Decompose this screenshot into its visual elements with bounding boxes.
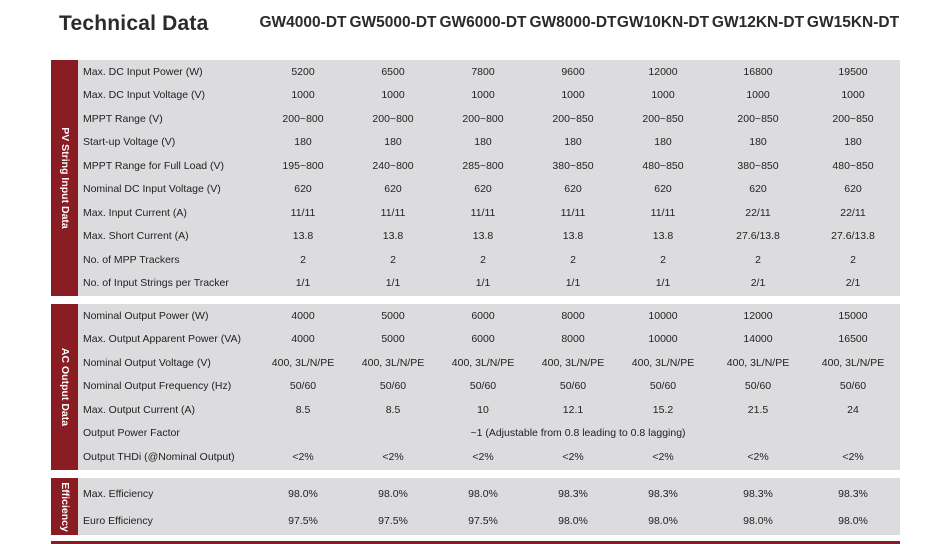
parameter-label: Max. Output Apparent Power (VA) — [83, 333, 241, 346]
table-cell: 620 — [384, 183, 402, 196]
table-row — [78, 201, 900, 225]
table-cell: 2 — [755, 253, 761, 266]
table-cell: 13.8 — [652, 230, 674, 243]
table-row — [78, 131, 900, 155]
section-label: PV String Input Data — [51, 60, 78, 296]
table-row — [78, 154, 900, 178]
table-cell: 2 — [480, 253, 486, 266]
table-cell: 180 — [564, 136, 582, 149]
table-cell: 22/11 — [840, 206, 866, 219]
parameter-label: No. of MPP Trackers — [83, 253, 180, 266]
table-cell: 5000 — [381, 309, 405, 322]
table-cell: <2% — [652, 450, 674, 463]
table-cell: 19500 — [838, 65, 868, 78]
table-cell: 12.1 — [562, 403, 584, 416]
table-cell: 98.0% — [468, 487, 498, 500]
table-row — [78, 225, 900, 249]
table-cell: 1000 — [561, 89, 585, 102]
table-cell: 2 — [300, 253, 306, 266]
section-efficiency — [51, 478, 900, 535]
table-cell: 8000 — [561, 333, 585, 346]
table-cell: <2% — [562, 450, 584, 463]
model-header: GW10KN-DT — [616, 14, 710, 31]
table-cell: 400, 3L/N/PE — [271, 356, 335, 369]
table-cell: 1000 — [651, 89, 675, 102]
parameter-label: Nominal DC Input Voltage (V) — [83, 183, 221, 196]
table-cell: 50/60 — [744, 380, 772, 393]
table-cell: 5000 — [381, 333, 405, 346]
table-cell: 2 — [570, 253, 576, 266]
table-cell: 98.3% — [558, 487, 588, 500]
table-cell: 14000 — [743, 333, 773, 346]
table-cell: 200~850 — [832, 112, 874, 125]
table-cell: 10000 — [648, 333, 678, 346]
page-title: Technical Data — [59, 12, 209, 35]
table-cell: 13.8 — [562, 230, 584, 243]
table-cell: 620 — [654, 183, 672, 196]
table-cell: 98.0% — [558, 514, 588, 527]
table-cell: 11/11 — [380, 206, 406, 219]
table-cell: 400, 3L/N/PE — [631, 356, 695, 369]
table-cell: 1000 — [746, 89, 770, 102]
table-cell: 285~800 — [462, 159, 504, 172]
table-row — [78, 422, 900, 446]
parameter-label: Max. Input Current (A) — [83, 206, 187, 219]
table-cell: 240~800 — [372, 159, 414, 172]
parameter-label: Nominal Output Frequency (Hz) — [83, 380, 232, 393]
table-cell: 16500 — [838, 333, 868, 346]
table-row — [78, 375, 900, 399]
table-cell: 4000 — [291, 333, 315, 346]
parameter-label: Euro Efficiency — [83, 514, 153, 527]
table-cell: 2 — [850, 253, 856, 266]
table-cell: 24 — [847, 403, 859, 416]
table-cell: 15.2 — [652, 403, 674, 416]
table-cell: 1000 — [471, 89, 495, 102]
table-cell: 21.5 — [747, 403, 769, 416]
parameter-label: Nominal Output Voltage (V) — [83, 356, 211, 369]
table-cell: 11/11 — [560, 206, 586, 219]
table-cell: 5200 — [291, 65, 315, 78]
table-cell: 12000 — [743, 309, 773, 322]
table-cell: 400, 3L/N/PE — [451, 356, 515, 369]
table-cell: 98.3% — [648, 487, 678, 500]
table-cell: 2/1 — [845, 277, 861, 290]
table-cell: 8000 — [561, 309, 585, 322]
table-cell: 1/1 — [655, 277, 671, 290]
table-cell: 1/1 — [385, 277, 401, 290]
table-cell: <2% — [292, 450, 314, 463]
section-label: Efficiency — [51, 478, 78, 535]
model-header: GW6000-DT — [439, 14, 527, 31]
table-row — [78, 248, 900, 272]
parameter-label: Nominal Output Power (W) — [83, 309, 209, 322]
table-cell: 98.3% — [743, 487, 773, 500]
table-cell: 27.6/13.8 — [736, 230, 780, 243]
table-cell: 2/1 — [750, 277, 766, 290]
table-cell: 98.0% — [288, 487, 318, 500]
parameter-label: Max. DC Input Power (W) — [83, 65, 203, 78]
table-cell: 200~850 — [552, 112, 594, 125]
table-cell: 200~800 — [462, 112, 504, 125]
table-cell: 50/60 — [649, 380, 677, 393]
table-cell: 1/1 — [475, 277, 491, 290]
table-cell: 1000 — [291, 89, 315, 102]
table-cell: 98.0% — [743, 514, 773, 527]
table-cell: 16800 — [743, 65, 773, 78]
table-cell: 400, 3L/N/PE — [361, 356, 425, 369]
parameter-label: Max. Short Current (A) — [83, 230, 189, 243]
table-cell: 2 — [390, 253, 396, 266]
table-cell: 50/60 — [469, 380, 497, 393]
table-cell: 1000 — [841, 89, 865, 102]
table-cell: 200~800 — [282, 112, 324, 125]
parameter-label: Output Power Factor — [83, 427, 180, 440]
table-cell: 50/60 — [839, 380, 867, 393]
model-header: GW15KN-DT — [806, 14, 900, 31]
table-cell: 200~800 — [372, 112, 414, 125]
table-cell: 4000 — [291, 309, 315, 322]
parameter-label: MPPT Range (V) — [83, 112, 163, 125]
table-cell: 400, 3L/N/PE — [541, 356, 605, 369]
parameter-label: MPPT Range for Full Load (V) — [83, 159, 225, 172]
table-cell: 1000 — [381, 89, 405, 102]
table-row — [78, 328, 900, 352]
model-header: GW12KN-DT — [711, 14, 805, 31]
table-cell: 620 — [749, 183, 767, 196]
table-cell: 180 — [749, 136, 767, 149]
table-row — [78, 445, 900, 469]
table-cell: 480~850 — [832, 159, 874, 172]
table-row — [78, 351, 900, 375]
table-cell: 195~800 — [282, 159, 324, 172]
table-row — [78, 304, 900, 328]
parameter-label: Start-up Voltage (V) — [83, 136, 176, 149]
table-cell: 1/1 — [295, 277, 311, 290]
table-cell: 380~850 — [552, 159, 594, 172]
table-cell: 12000 — [648, 65, 678, 78]
table-cell: 180 — [654, 136, 672, 149]
table-cell: 50/60 — [379, 380, 407, 393]
table-cell: 180 — [384, 136, 402, 149]
table-cell: 10 — [477, 403, 489, 416]
table-cell: <2% — [382, 450, 404, 463]
model-header: GW4000-DT — [259, 14, 347, 31]
table-cell: 98.0% — [378, 487, 408, 500]
table-cell: 50/60 — [289, 380, 317, 393]
parameter-label: No. of Input Strings per Tracker — [83, 277, 229, 290]
table-cell: 98.0% — [838, 514, 868, 527]
table-cell: 11/11 — [290, 206, 316, 219]
table-cell: 97.5% — [378, 514, 408, 527]
table-cell: 11/11 — [470, 206, 496, 219]
table-cell: 13.8 — [472, 230, 494, 243]
table-cell: 620 — [844, 183, 862, 196]
model-header: GW8000-DT — [529, 14, 617, 31]
table-cell: 98.3% — [838, 487, 868, 500]
table-cell: 2 — [660, 253, 666, 266]
table-row — [78, 107, 900, 131]
parameter-label: Max. Output Current (A) — [83, 403, 196, 416]
table-cell: 180 — [294, 136, 312, 149]
table-cell: 480~850 — [642, 159, 684, 172]
table-cell: 180 — [474, 136, 492, 149]
table-cell: 400, 3L/N/PE — [726, 356, 790, 369]
table-cell: 200~850 — [737, 112, 779, 125]
table-cell: 6500 — [381, 65, 405, 78]
table-cell: 11/11 — [650, 206, 676, 219]
table-row — [78, 507, 900, 534]
table-cell: 15000 — [838, 309, 868, 322]
table-cell: 180 — [844, 136, 862, 149]
table-cell: 98.0% — [648, 514, 678, 527]
table-cell: 13.8 — [292, 230, 314, 243]
table-cell: 9600 — [561, 65, 585, 78]
section-ac-output — [51, 304, 900, 470]
table-cell: 7800 — [471, 65, 495, 78]
table-cell: <2% — [472, 450, 494, 463]
table-row — [78, 398, 900, 422]
section-pv-string-input — [51, 60, 900, 296]
spanning-value: ~1 (Adjustable from 0.8 leading to 0.8 lagging) — [470, 427, 686, 440]
table-cell: 8.5 — [385, 403, 401, 416]
table-cell: 13.8 — [382, 230, 404, 243]
table-row — [78, 60, 900, 84]
table-cell: 620 — [474, 183, 492, 196]
table-row — [78, 178, 900, 202]
table-row — [78, 272, 900, 296]
table-cell: 400, 3L/N/PE — [821, 356, 885, 369]
parameter-label: Output THDi (@Nominal Output) — [83, 450, 235, 463]
table-cell: 97.5% — [288, 514, 318, 527]
table-cell: 6000 — [471, 333, 495, 346]
table-cell: 50/60 — [559, 380, 587, 393]
table-cell: <2% — [842, 450, 864, 463]
parameter-label: Max. Efficiency — [83, 487, 154, 500]
table-cell: 8.5 — [295, 403, 311, 416]
table-row — [78, 84, 900, 108]
table-cell: 1/1 — [565, 277, 581, 290]
parameter-label: Max. DC Input Voltage (V) — [83, 89, 205, 102]
table-cell: 27.6/13.8 — [831, 230, 875, 243]
model-header-row — [255, 14, 905, 36]
table-cell: 620 — [564, 183, 582, 196]
table-cell: 620 — [294, 183, 312, 196]
table-cell: 22/11 — [745, 206, 771, 219]
table-cell: 97.5% — [468, 514, 498, 527]
model-header: GW5000-DT — [349, 14, 437, 31]
table-row — [78, 480, 900, 507]
table-cell: 10000 — [648, 309, 678, 322]
table-cell: 200~850 — [642, 112, 684, 125]
section-label: AC Output Data — [51, 304, 78, 470]
table-cell: <2% — [747, 450, 769, 463]
table-cell: 6000 — [471, 309, 495, 322]
table-cell: 380~850 — [737, 159, 779, 172]
